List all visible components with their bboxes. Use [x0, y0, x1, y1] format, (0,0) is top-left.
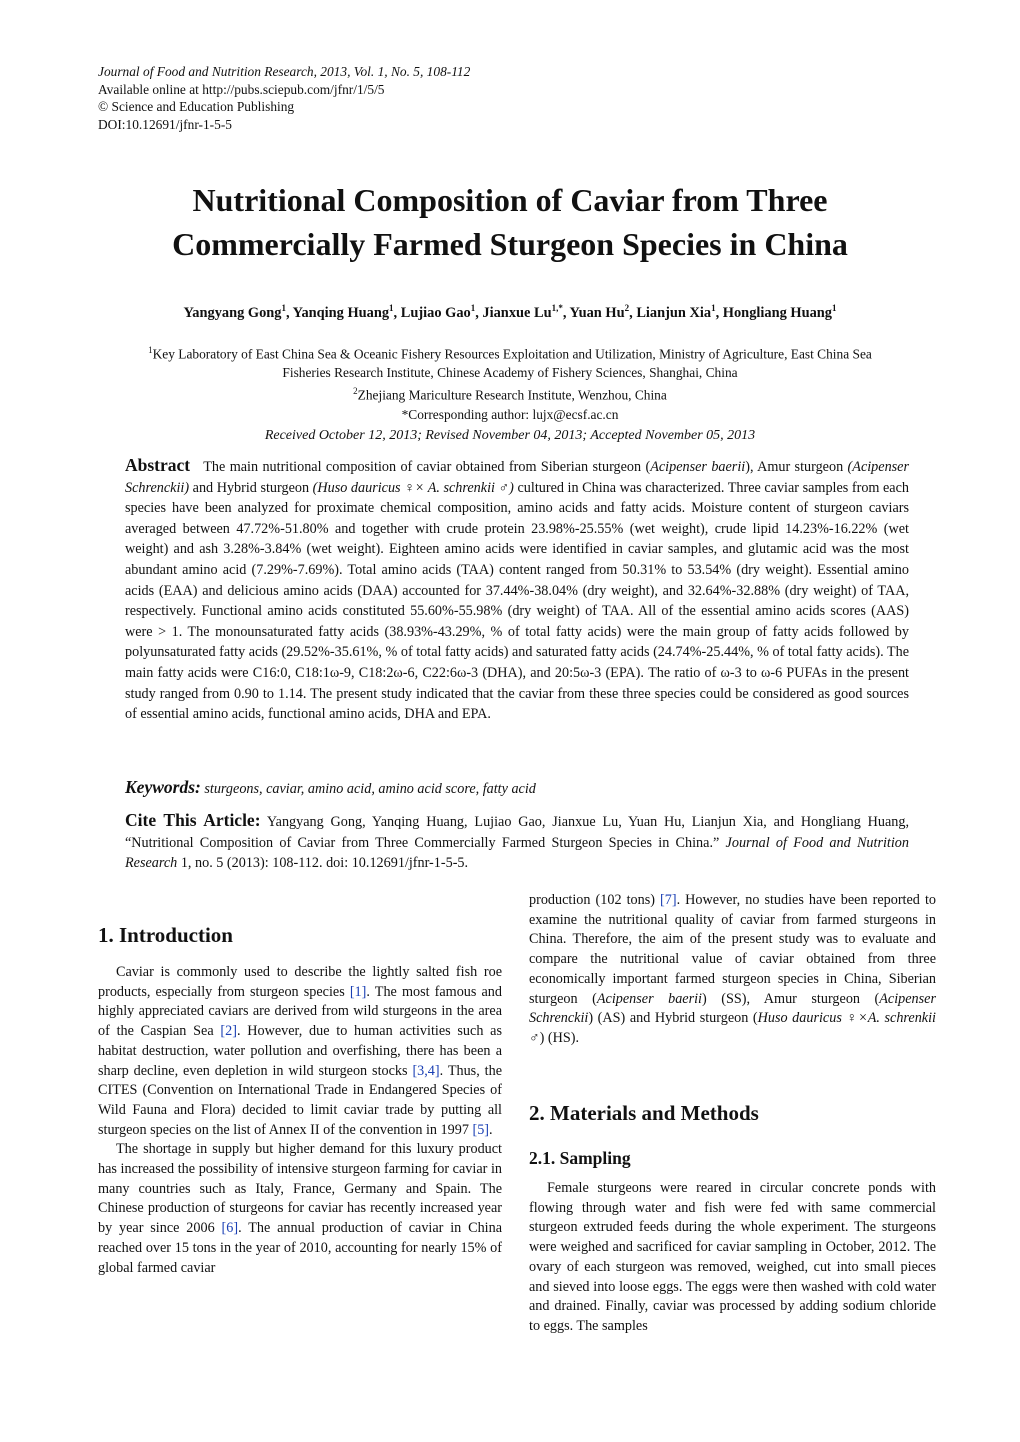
paragraph-text: ) (SS), Amur sturgeon (: [702, 990, 880, 1007]
left-column: [98, 963, 502, 1278]
corresponding-author: *Corresponding author: lujx@ecsf.ac.cn: [401, 406, 619, 422]
affiliation-1: [60, 341, 960, 363]
paper-title: [60, 178, 960, 266]
paragraph-text: production (102 tons): [529, 892, 661, 908]
paragraph: [98, 963, 502, 1140]
affiliation-sup: 2: [353, 386, 358, 397]
author-sup: 1: [831, 303, 837, 313]
journal-url[interactable]: Available online at http://pubs.sciepub.com/jfnr/1/5/5: [98, 81, 385, 97]
species-name: Acipenser baerii: [650, 459, 746, 475]
reference-link[interactable]: [5]: [472, 1121, 490, 1138]
paragraph-text: . The most famous and highly appreciated caviars are derived from wild sturgeons in the area of the Caspian Sea: [98, 983, 502, 1040]
section-heading-materials-methods: 2. Materials and Methods: [529, 1101, 759, 1125]
paragraph-text: ) (AS) and Hybrid sturgeon (: [588, 1010, 758, 1027]
author-sup: 1: [389, 303, 394, 313]
affiliations: [60, 341, 960, 424]
paragraph-text: ) (HS).: [539, 1029, 580, 1046]
author: Lianjun Xia: [636, 304, 712, 321]
paragraph-text: . However, no studies have been reported to examine the nutritional quality of caviar from farmed sturgeons in China. Therefore, the aim of the present study was to evaluate and compare the nutritional value of caviar obtained from three economically important farmed sturgeon species in China, Siberian sturgeon (: [529, 892, 936, 1007]
affiliation-1-line-2: Fisheries Research Institute, Chinese Academy of Fishery Sciences, Shanghai, China: [282, 365, 738, 381]
reference-link[interactable]: [6]: [221, 1220, 239, 1237]
title-line-2: Commercially Farmed Sturgeon Species in China: [172, 226, 848, 262]
paragraph-text: . Thus, the CITES (Convention on International Trade in Endangered Species of Wild Fauna and Flora) decided to limit caviar trade by putting all sturgeon species on the list of Annex II of the convention in 1997: [98, 1062, 502, 1138]
paragraph-text: . However, due to human activities such as habitat destruction, water pollution and overfishing, there has been a sharp decline, even depletion in wild sturgeon stocks: [98, 1023, 502, 1079]
author-sup: 1: [470, 303, 476, 313]
species-name: (Huso dauricus ♀× A. schrenkii ♂): [312, 479, 514, 496]
title-line-1: Nutritional Composition of Caviar from Three: [192, 182, 828, 218]
journal-publisher: © Science and Education Publishing: [98, 99, 295, 115]
abstract-text: The main nutritional composition of caviar obtained from Siberian sturgeon (: [203, 459, 651, 475]
right-column: [529, 891, 936, 1049]
author: Lujiao Gao: [400, 304, 471, 321]
paragraph-text: The shortage in supply but higher demand for this luxury product has increased the possibility of intensive sturgeon farming for caviar in many countries such as Italy, France, Germany and Spain. The Chinese production of sturgeons for caviar has recently increased year by year since 2006: [98, 1141, 502, 1237]
affiliation-sup: 1: [148, 345, 153, 355]
author-sup: 2: [624, 303, 630, 313]
paragraph: [529, 891, 936, 1049]
cite-this-article: [125, 810, 909, 874]
affiliation-1-line-1: Key Laboratory of East China Sea & Oceanic Fishery Resources Exploitation and Utilization, Ministry of Agriculture, East China Sea: [152, 346, 872, 362]
keywords-heading: Keywords:: [125, 777, 201, 797]
journal-citation: Journal of Food and Nutrition Research, 2013, Vol. 1, No. 5, 108-112: [98, 64, 471, 79]
author: Jianxue Lu: [482, 304, 552, 321]
cite-heading: Cite This Article:: [125, 810, 261, 830]
abstract-heading: Abstract: [125, 455, 191, 475]
abstract-text: and Hybrid sturgeon: [189, 479, 313, 496]
species-name: Acipenser baerii: [596, 990, 703, 1007]
cite-tail: 1, no. 5 (2013): 108-112. doi: 10.12691/jfnr-1-5-5.: [177, 855, 469, 872]
journal-doi: DOI:10.12691/jfnr-1-5-5: [98, 116, 232, 132]
paragraph-text: . The annual production of caviar in China reached over 15 tons in the year of 2010, accounting for nearly 15% of global farmed caviar: [98, 1220, 502, 1276]
paragraph: Female sturgeons were reared in circular concrete ponds with flowing through water and fish were fed with same commercial sturgeon extruded feeds during the whole experiment. The sturgeons were weighed and sacrificed for caviar sampling in October, 2012. The ovary of each sturgeon was removed, weighed, cut into small pieces and sieved into loose eggs. The eggs were then washed with cold water and drained. Finally, caviar was processed by adding sodium chloride to eggs. The samples: [529, 1180, 936, 1334]
author: Hongliang Huang: [722, 304, 832, 321]
abstract: [125, 455, 909, 725]
reference-link[interactable]: [3,4]: [412, 1062, 440, 1079]
author-sup: 1: [711, 303, 716, 313]
journal-header: [98, 63, 470, 133]
paragraph-text: .: [489, 1121, 493, 1138]
paragraph: [98, 1140, 502, 1278]
subsection-heading-sampling: 2.1. Sampling: [529, 1148, 631, 1168]
received-dates: Received October 12, 2013; Revised November 04, 2013; Accepted November 05, 2013: [264, 428, 756, 443]
species-name: Acipenser Schrenckii: [529, 990, 936, 1027]
abstract-text: ), Amur sturgeon: [745, 459, 848, 475]
species-name: (Acipenser Schrenckii): [125, 459, 910, 496]
keywords: [125, 777, 909, 798]
species-name: Huso dauricus ♀×A. schrenkii ♂: [529, 1010, 936, 1046]
author-sup: 1: [281, 303, 286, 313]
keywords-text: sturgeons, caviar, amino acid, amino acid score, fatty acid: [200, 781, 536, 797]
cite-text: Yangyang Gong, Yanqing Huang, Lujiao Gao, Jianxue Lu, Yuan Hu, Lianjun Xia, and Hongliang Huang, “Nutritional Composition of Caviar from Three Commercially Farmed Sturgeon Species in China.”: [125, 814, 909, 851]
affiliation-2: [60, 382, 960, 404]
cite-journal: Journal of Food and Nutrition Research: [125, 834, 909, 872]
section-heading-introduction: 1. Introduction: [98, 923, 233, 947]
affiliation-2-text: Zhejiang Mariculture Research Institute, Wenzhou, China: [357, 387, 667, 403]
reference-link[interactable]: [2]: [220, 1023, 237, 1040]
reference-link[interactable]: [7]: [660, 892, 677, 908]
author: Yangyang Gong: [183, 304, 282, 321]
author-sup: 1,*: [551, 303, 563, 313]
abstract-text: cultured in China was characterized. Three caviar samples from each species have been analyzed for proximate chemical composition, amino acids and fatty acids. Moisture content of sturgeon caviars averaged between 47.72%-51.80% and together with crude protein 23.98%-25.55% (wet weight), crude lipid 14.23%-16.22% (wet weight) and ash 3.28%-3.84% (wet weight). Eighteen amino acids were identified in caviar samples, and glutamic acid was the most abundant amino acid (7.29%-7.69%). Total amino acids (TAA) content ranged from 50.31% to 53.54% (dry weight). Essential amino acids (EAA) and delicious amino acids (DAA) accounted for 37.44%-38.04% (dry weight), and 32.64%-32.88% (dry weight) of TAA, respectively. Functional amino acids constituted 55.60%-55.98% (dry weight) of TAA. All of the essential amino acids scores (AAS) were > 1. The monounsaturated fatty acids (38.93%-43.29%, % of total fatty acids) were the main group of fatty acids followed by polyunsaturated fatty acids (29.52%-35.61%, % of total fatty acids) and saturated fatty acids (24.74%-25.44%, % of total fatty acids). The main fatty acids were C16:0, C18:1ω-9, C18:2ω-6, C22:6ω-3 (DHA), and 20:5ω-3 (EPA). The ratio of ω-3 to ω-6 PUFAs in the present study ranged from 0.90 to 1.14. The present study indicated that the caviar from these three species could be considered as good sources of essential amino acids, functional amino acids, DHA and EPA.: [125, 479, 909, 723]
author: Yuan Hu: [569, 304, 625, 321]
author: Yanqing Huang: [292, 304, 390, 321]
sampling-column: [529, 1179, 936, 1337]
paragraph-text: Caviar is commonly used to describe the lightly salted fish roe products, especially from sturgeon species: [98, 964, 502, 1000]
author-list: Yangyang Gong$^1$, Yanqing Huang$^1$, Lujiao Gao$^1$, Jianxue $Lu^{1,*}$, Yuan Hu$^2$, Lianjun Xia$^1$, Hongliang Huang$^1$: [183, 303, 837, 321]
reference-link[interactable]: [1]: [349, 983, 367, 1000]
